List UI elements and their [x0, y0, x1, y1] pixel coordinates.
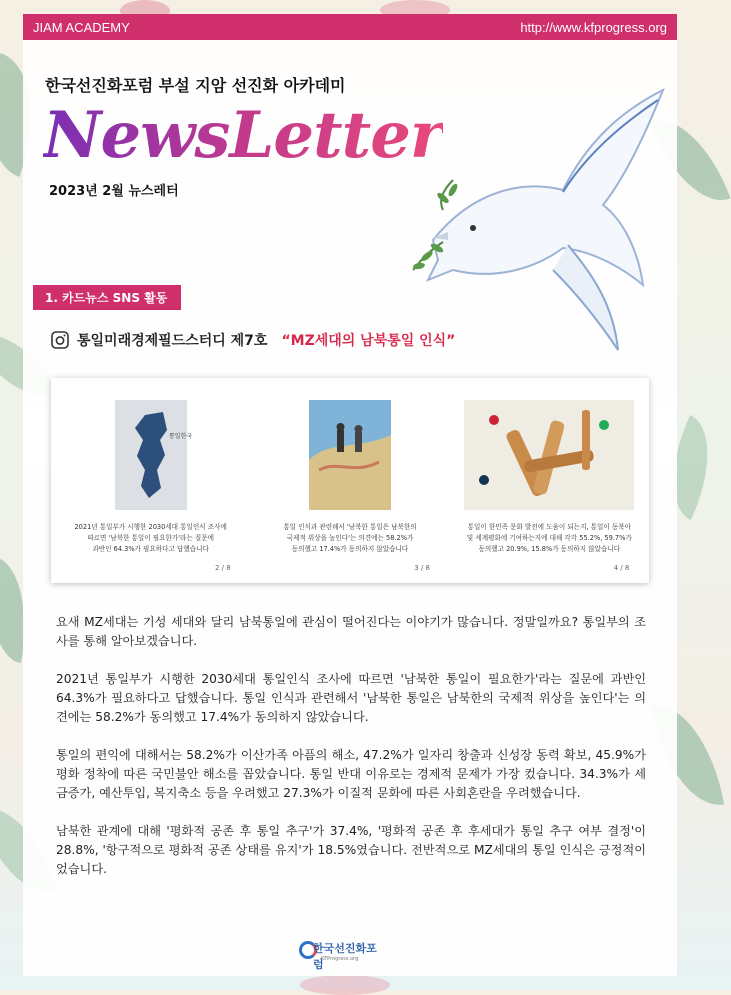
article-body: [56, 613, 646, 898]
article-paragraph: 요새 MZ세대는 기성 세대와 달리 남북통일에 관심이 떨어진다는 이야기가 많습니다. 정말일까요? 통일부의 조사를 통해 알아보겠습니다.: [56, 615, 646, 648]
decor-petal: [300, 975, 390, 995]
globe-figures-thumbnail: [309, 400, 391, 510]
footer-logo-text: 한국선진화포럼: [313, 942, 377, 971]
footer-logo: [299, 937, 379, 971]
card-caption: 통일 인식과 관련해서 '남북한 통일은 남북한의 국제적 위상을 높인다'는 의견에는 58.2%가 동의했고 17.4%가 동의하지 않았습니다: [283, 523, 417, 553]
newsletter-sheet: [23, 40, 677, 976]
card-news-item[interactable]: [459, 388, 639, 578]
newsletter-logo: NewsLetter: [43, 98, 443, 173]
card-news-quote: “MZ세대의 남북통일 인식”: [281, 333, 456, 349]
card-page-number: 4 / 8: [613, 564, 630, 572]
yut-sticks-thumbnail: [464, 400, 634, 510]
card-caption: 2021년 통일부가 시행한 2030세대 통일인식 조사에 따르면 '남북한 통일이 필요한가'라는 질문에 과반인 64.3%가 필요하다고 답했습니다: [74, 523, 227, 553]
article-paragraph: 남북한 관계에 대해 '평화적 공존 후 통일 추구'가 37.4%, '평화적 공존 후 후세대가 통일 추구 여부 결정'이 28.8%, '항구적으로 평화적 공존 상태를 유지'가 18.5%였습니다. 전반적으로 MZ세대의 통일 인식은 긍정적이었습니다.: [56, 824, 646, 876]
thumb-label: 통일한국: [168, 433, 192, 440]
section-badge: 1. 카드뉴스 SNS 활동: [33, 285, 181, 310]
issue-label: 2023년 2월 뉴스레터: [49, 184, 179, 199]
card-page-number: 2 / 8: [214, 564, 231, 572]
article-paragraph: 2021년 통일부가 시행한 2030세대 통일인식 조사에 따르면 '남북한 통일이 필요한가'라는 질문에 과반인 64.3%가 필요하다고 답했습니다. 통일 인식과 관련해서 '남북한 통일은 남북한의 국제적 위상을 높인다'는 의견에는 58.2%가 동의했고 17.4%가 동의하지 않았습니다.: [56, 672, 646, 724]
card-caption: 통일이 한민족 문화 발전에 도움이 되는지, 통일이 동북아 및 세계평화에 기여하는지에 대해 각각 55.2%, 59.7%가 동의했고 20.9%, 15.8%가 동의하지 않았습니다: [466, 523, 632, 553]
card-news-item[interactable]: [61, 388, 241, 578]
card-news-item[interactable]: [260, 388, 440, 578]
instagram-icon: [51, 331, 69, 349]
dove-icon: [413, 70, 673, 370]
website-link[interactable]: http://www.kfprogress.org: [520, 19, 667, 35]
card-news-title: 통일미래경제필드스터디 제7호: [77, 333, 268, 349]
academy-name: JIAM ACADEMY: [33, 19, 130, 35]
card-news-carousel[interactable]: [51, 378, 649, 583]
card-news-header: [51, 330, 455, 350]
article-paragraph: 통일의 편익에 대해서는 58.2%가 이산가족 아픔의 해소, 47.2%가 일자리 창출과 신성장 동력 확보, 45.9%가 평화 정착에 따른 국민불안 해소를 꼽았습니다. 통일 반대 이유로는 경제적 문제가 가장 컸습니다. 34.3%가 세금증가, 예산투입, 복지축소 등을 우려했고 27.3%가 이질적 문화에 따른 사회혼란을 우려했습니다.: [56, 748, 646, 800]
footer-logo-sub: KFProgress.org: [321, 956, 359, 962]
korea-map-thumbnail: [115, 400, 192, 510]
header-subtitle: 한국선진화포럼 부설 지암 선진화 아카데미: [45, 76, 346, 95]
top-bar: [23, 14, 677, 40]
card-page-number: 3 / 8: [414, 564, 430, 572]
